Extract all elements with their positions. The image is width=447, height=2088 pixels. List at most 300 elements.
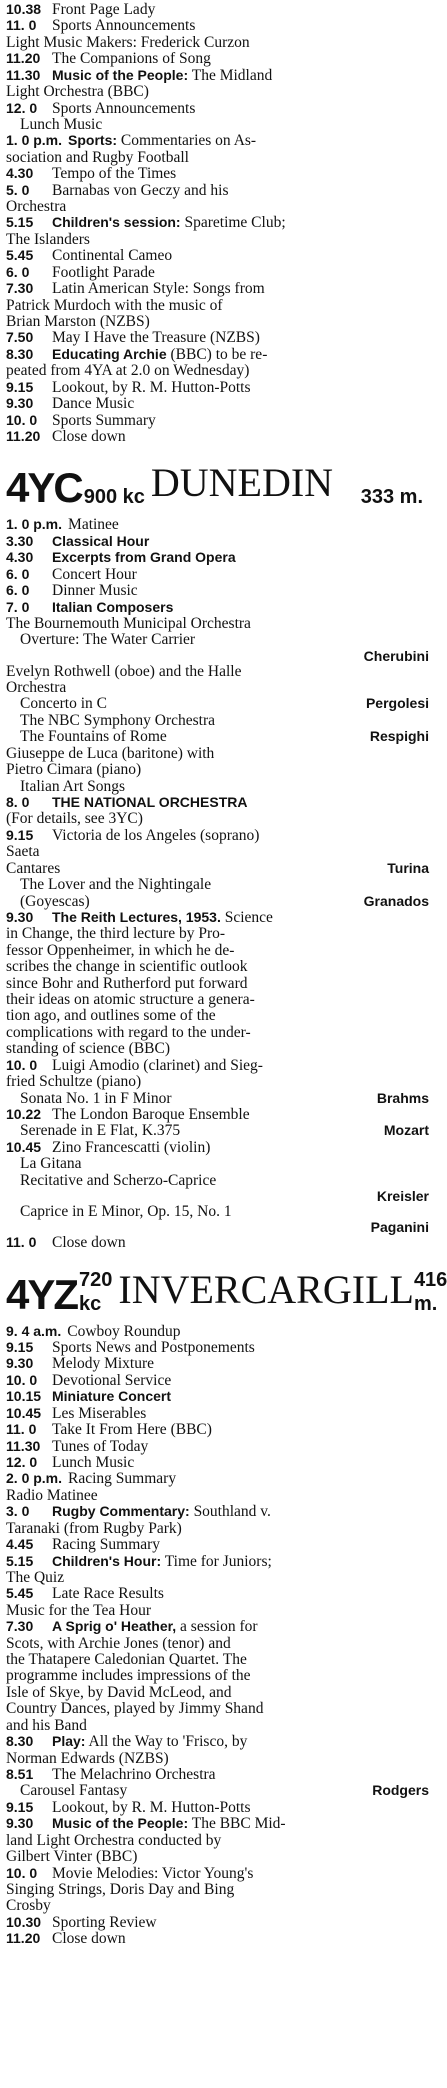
programme-time: 5. 0 xyxy=(6,181,30,198)
programme-text xyxy=(6,1521,433,1537)
programme-text xyxy=(6,861,387,877)
programme-entry-continuation xyxy=(6,1008,433,1024)
programme-highlight: Play: xyxy=(52,1733,86,1750)
programme-description: programme includes impressions of the xyxy=(6,1667,251,1685)
programme-description: Pietro Cimara (piano) xyxy=(6,761,142,779)
programme-description: Music for the Tea Hour xyxy=(6,1601,151,1619)
programme-entry xyxy=(6,183,433,199)
programme-entry xyxy=(6,347,433,363)
programme-entry-continuation xyxy=(6,1833,433,1849)
programme-text xyxy=(6,632,433,648)
programme-entry-continuation xyxy=(6,1521,433,1537)
programme-time: 9.15 xyxy=(6,1339,34,1356)
programme-description: The Bournemouth Municipal Orchestra xyxy=(6,614,251,632)
programme-time: 8.30 xyxy=(6,1733,34,1750)
programme-text xyxy=(52,1439,433,1455)
programme-description: Isle of Skye, by David McLeod, and xyxy=(6,1683,232,1701)
programme-text xyxy=(52,1340,433,1356)
programme-text xyxy=(52,68,433,84)
programme-description: The Fountains of Rome xyxy=(20,728,167,746)
programme-time: 7. 0 xyxy=(6,598,30,615)
programme-entry xyxy=(6,1586,433,1602)
programme-entry xyxy=(6,1340,433,1356)
programme-time: 7.30 xyxy=(6,280,34,297)
programme-text xyxy=(52,550,433,566)
programme-description: Lunch Music xyxy=(20,115,103,133)
programme-text xyxy=(6,992,433,1008)
programme-time: 1. 0 p.m. xyxy=(6,132,63,149)
programme-text xyxy=(6,1652,433,1668)
programme-entry xyxy=(6,1734,433,1750)
programme-text xyxy=(52,583,433,599)
programme-description: a session for xyxy=(180,1618,258,1636)
programme-time: 12. 0 xyxy=(6,99,38,116)
programme-description: Sports Announcements xyxy=(52,17,196,35)
programme-description: Sporting Review xyxy=(52,1913,157,1931)
programme-entry-continuation xyxy=(6,117,433,133)
programme-entry-continuation xyxy=(6,1173,433,1189)
programme-text xyxy=(52,166,433,182)
programme-text xyxy=(52,429,433,445)
programme-time: 6. 0 xyxy=(6,263,30,280)
programme-entry xyxy=(6,51,433,67)
programme-text xyxy=(52,1389,433,1405)
programme-entry-continuation xyxy=(6,894,433,910)
programme-entry xyxy=(6,281,433,297)
programme-text xyxy=(52,1504,433,1520)
station-schedule-invercargill xyxy=(6,1324,433,1948)
programme-text xyxy=(6,976,433,992)
programme-description: Southland v. xyxy=(193,1503,271,1521)
programme-text xyxy=(52,1767,433,1783)
programme-text xyxy=(6,729,370,745)
programme-entry-continuation xyxy=(6,762,433,778)
programme-text xyxy=(52,248,433,264)
programme-entry-continuation xyxy=(6,1718,433,1734)
programme-description: land Light Orchestra conducted by xyxy=(6,1831,222,1849)
programme-time: 4.45 xyxy=(6,1536,34,1553)
programme-description: fessor Oppenheimer, in which he de- xyxy=(6,941,235,959)
programme-description: Les Miserables xyxy=(52,1404,147,1422)
programme-description: Light Orchestra (BBC) xyxy=(6,83,149,101)
programme-entry-continuation xyxy=(6,811,433,827)
programme-description: The Lover and the Nightingale xyxy=(20,876,212,894)
programme-highlight: Miniature Concert xyxy=(52,1388,172,1405)
programme-time: 10.38 xyxy=(6,1,42,17)
programme-description: Evelyn Rothwell (oboe) and the Halle xyxy=(6,662,242,680)
programme-text xyxy=(6,314,433,330)
composer-credit: Paganini xyxy=(370,1219,429,1236)
programme-text xyxy=(52,215,433,231)
programme-description: Recitative and Scherzo-Caprice xyxy=(20,1171,217,1189)
composer-credit: Rodgers xyxy=(372,1782,429,1799)
programme-text xyxy=(6,199,433,215)
programme-description: peated from 4YA at 2.0 on Wednesday) xyxy=(6,362,250,380)
programme-text xyxy=(6,1488,433,1504)
programme-description: The Companions of Song xyxy=(52,50,211,68)
station-header-dunedin xyxy=(6,460,433,512)
programme-entry xyxy=(6,600,433,616)
programme-time: 11.30 xyxy=(6,66,41,83)
programme-entry-continuation xyxy=(6,298,433,314)
programme-time: 9.30 xyxy=(6,908,34,925)
programme-text xyxy=(6,1701,433,1717)
programme-text xyxy=(52,910,433,926)
programme-description: standing of science (BBC) xyxy=(6,1040,171,1058)
programme-highlight: The Reith Lectures, 1953. xyxy=(52,908,221,925)
programme-description: Sports News and Postponements xyxy=(52,1339,255,1357)
programme-entry-continuation xyxy=(6,1652,433,1668)
programme-description: Racing Summary xyxy=(52,1536,161,1554)
programme-entry-continuation xyxy=(6,1685,433,1701)
station-frequency: 900 kc xyxy=(83,486,145,509)
programme-entry xyxy=(6,795,433,811)
programme-description: Commentaries on As- xyxy=(120,132,257,150)
programme-entry xyxy=(6,265,433,281)
programme-time: 2. 0 p.m. xyxy=(6,1470,63,1487)
programme-entry-continuation xyxy=(6,1603,433,1619)
programme-text xyxy=(6,713,433,729)
programme-description: Light Music Makers: Frederick Curzon xyxy=(6,33,250,51)
programme-text xyxy=(52,18,433,34)
programme-entry-continuation xyxy=(6,363,433,379)
programme-text xyxy=(6,1091,377,1107)
programme-highlight: Music of the People: xyxy=(52,66,189,83)
programme-description: Scots, with Archie Jones (tenor) and xyxy=(6,1634,231,1652)
programme-text xyxy=(52,183,433,199)
programme-text xyxy=(52,347,433,363)
composer-credit: Kreisler xyxy=(376,1188,429,1205)
programme-description: Sports Announcements xyxy=(52,99,196,117)
programme-highlight: Children's Hour: xyxy=(52,1552,162,1569)
programme-description: Devotional Service xyxy=(52,1371,172,1389)
programme-time: 10. 0 xyxy=(6,1056,38,1073)
programme-text xyxy=(6,1636,433,1652)
programme-time: 4.30 xyxy=(6,165,34,182)
programme-time: 11.20 xyxy=(6,50,41,67)
programme-entry-continuation xyxy=(6,696,433,712)
programme-entry xyxy=(6,534,433,550)
programme-highlight: Classical Hour xyxy=(52,532,150,549)
programme-description: Take It From Here (BBC) xyxy=(52,1421,212,1439)
programme-entry xyxy=(6,248,433,264)
programme-text xyxy=(6,959,433,975)
programme-text xyxy=(6,779,433,795)
programme-entry-continuation xyxy=(6,680,433,696)
programme-text xyxy=(52,1734,433,1750)
programme-description: Footlight Parade xyxy=(52,263,155,281)
programme-description: Carousel Fantasy xyxy=(20,1782,128,1800)
programme-highlight: Rugby Commentary: xyxy=(52,1503,190,1520)
programme-description: Country Dances, played by Jimmy Shand xyxy=(6,1700,264,1718)
programme-entry xyxy=(6,1058,433,1074)
programme-text xyxy=(6,762,433,778)
programme-text xyxy=(52,281,433,297)
programme-description: Close down xyxy=(52,427,126,445)
programme-description: their ideas on atomic structure a genera- xyxy=(6,991,255,1009)
programme-entry-continuation xyxy=(6,1849,433,1865)
programme-description: Overture: The Water Carrier xyxy=(20,631,196,649)
programme-text xyxy=(52,567,433,583)
programme-entry xyxy=(6,1866,433,1882)
programme-description: sociation and Rugby Football xyxy=(6,148,189,166)
composer-credit: Pergolesi xyxy=(365,695,429,712)
programme-time: 5.45 xyxy=(6,247,34,264)
programme-description: Continental Cameo xyxy=(52,247,173,265)
programme-entry-continuation xyxy=(6,1751,433,1767)
programme-entry-continuation xyxy=(6,1488,433,1504)
programme-time: 11. 0 xyxy=(6,1234,37,1251)
programme-entry-continuation xyxy=(6,926,433,942)
programme-entry-continuation xyxy=(6,616,433,632)
programme-entry xyxy=(6,429,433,445)
programme-description: Movie Melodies: Victor Young's xyxy=(52,1864,254,1882)
programme-description: Sports Summary xyxy=(52,411,156,429)
programme-text xyxy=(68,133,433,149)
programme-description: Luigi Amodio (clarinet) and Sieg- xyxy=(52,1056,263,1074)
programme-description: Crosby xyxy=(6,1897,51,1915)
programme-entry-continuation xyxy=(6,959,433,975)
programme-description: Lookout, by R. M. Hutton-Potts xyxy=(52,378,251,396)
programme-text xyxy=(52,413,433,429)
programme-description: Lunch Music xyxy=(52,1453,135,1471)
programme-entry-continuation xyxy=(6,844,433,860)
programme-time: 9.15 xyxy=(6,1798,34,1815)
programme-highlight: Italian Composers xyxy=(52,598,174,615)
programme-description: May I Have the Treasure (NZBS) xyxy=(52,329,260,347)
programme-text xyxy=(52,380,433,396)
programme-entry-continuation xyxy=(6,1091,433,1107)
programme-description: Close down xyxy=(52,1930,126,1948)
programme-text xyxy=(6,1833,433,1849)
composer-credit: Granados xyxy=(363,892,429,909)
programme-time: 11. 0 xyxy=(6,17,37,34)
programme-text xyxy=(6,232,433,248)
programme-description: Barnabas von Geczy and his xyxy=(52,181,229,199)
programme-entry-continuation xyxy=(6,1882,433,1898)
programme-text xyxy=(6,1570,433,1586)
programme-entry-continuation xyxy=(6,84,433,100)
programme-text xyxy=(52,1406,433,1422)
programme-description: Italian Art Songs xyxy=(20,777,126,795)
programme-description: Orchestra xyxy=(6,679,67,697)
station-call-sign: 4YC xyxy=(6,464,82,512)
programme-time: 11.20 xyxy=(6,1930,41,1947)
programme-entry xyxy=(6,380,433,396)
programme-description: Victoria de los Angeles (soprano) xyxy=(52,826,260,844)
programme-entry xyxy=(6,18,433,34)
programme-text xyxy=(52,51,433,67)
programme-text xyxy=(68,1471,433,1487)
programme-text xyxy=(6,1025,433,1041)
programme-description: Singing Strings, Doris Day and Bing xyxy=(6,1880,235,1898)
station-wavelength: 333 m. xyxy=(360,486,423,509)
programme-description: The NBC Symphony Orchestra xyxy=(20,711,216,729)
programme-entry-continuation xyxy=(6,877,433,893)
programme-entry-continuation xyxy=(6,1156,433,1172)
programme-entry xyxy=(6,1816,433,1832)
programme-time: 8. 0 xyxy=(6,793,30,810)
programme-text xyxy=(52,1586,433,1602)
programme-description: and his Band xyxy=(6,1716,87,1734)
programme-text xyxy=(52,396,433,412)
programme-time: 1. 0 p.m. xyxy=(6,516,63,533)
station-city: DUNEDIN xyxy=(150,460,334,506)
programme-text xyxy=(52,534,433,550)
programme-entry-continuation xyxy=(6,314,433,330)
programme-entry-continuation xyxy=(6,729,433,745)
programme-text xyxy=(52,1619,433,1635)
programme-description: All the Way to 'Frisco, by xyxy=(88,1733,248,1751)
programme-entry xyxy=(6,1356,433,1372)
programme-text xyxy=(52,1356,433,1372)
programme-text xyxy=(52,1107,433,1123)
programme-entry xyxy=(6,1373,433,1389)
programme-text xyxy=(68,517,433,533)
programme-entry xyxy=(6,1931,433,1947)
programme-entry xyxy=(6,330,433,346)
station-frequency: 720 kc xyxy=(79,1268,113,1315)
programme-entry xyxy=(6,910,433,926)
programme-text xyxy=(6,1603,433,1619)
programme-description: The Quiz xyxy=(6,1568,65,1586)
programme-text xyxy=(52,1866,433,1882)
programme-text xyxy=(6,1751,433,1767)
programme-time: 8.30 xyxy=(6,345,34,362)
programme-entry xyxy=(6,1324,433,1340)
programme-time: 8.51 xyxy=(6,1765,34,1782)
programme-description: The Islanders xyxy=(6,230,90,248)
composer-credit: Brahms xyxy=(376,1089,429,1106)
programme-description: The Midland xyxy=(191,66,273,84)
programme-entry-continuation xyxy=(6,1123,433,1139)
programme-description: Serenade in E Flat, K.375 xyxy=(20,1122,181,1140)
programme-text xyxy=(6,616,433,632)
programme-text xyxy=(6,877,433,893)
programme-text xyxy=(52,101,433,117)
programme-time: 11.30 xyxy=(6,1437,41,1454)
programme-text xyxy=(52,828,433,844)
composer-credit: Cherubini xyxy=(363,647,429,664)
programme-time: 10.45 xyxy=(6,1404,42,1421)
programme-entry xyxy=(6,1767,433,1783)
programme-time: 6. 0 xyxy=(6,565,30,582)
programme-time: 9.15 xyxy=(6,826,34,843)
programme-highlight: Music of the People: xyxy=(52,1815,189,1832)
programme-text xyxy=(6,363,433,379)
programme-text xyxy=(52,600,433,616)
programme-description: The London Baroque Ensemble xyxy=(52,1105,250,1123)
programme-time: 10. 0 xyxy=(6,411,38,428)
programme-entry-continuation xyxy=(6,1701,433,1717)
programme-description: Time for Juniors; xyxy=(164,1552,272,1570)
programme-text xyxy=(6,1008,433,1024)
programme-entry xyxy=(6,68,433,84)
programme-description: Late Race Results xyxy=(52,1585,164,1603)
programme-text xyxy=(6,1173,433,1189)
programme-entry-continuation xyxy=(6,1204,433,1220)
programme-description: Orchestra xyxy=(6,198,67,216)
programme-description: (Goyescas) xyxy=(20,892,90,910)
programme-time: 9.30 xyxy=(6,1815,34,1832)
programme-entry xyxy=(6,1619,433,1635)
programme-entry xyxy=(6,1800,433,1816)
programme-entry xyxy=(6,1140,433,1156)
programme-description: Brian Marston (NZBS) xyxy=(6,313,150,331)
programme-time: 7.50 xyxy=(6,329,34,346)
programme-entry-continuation xyxy=(6,664,433,680)
programme-entry-continuation xyxy=(6,1025,433,1041)
programme-text xyxy=(52,1422,433,1438)
programme-time: 9.15 xyxy=(6,378,34,395)
programme-description: the Thatapere Caledonian Quartet. The xyxy=(6,1651,247,1669)
programme-description: Giuseppe de Luca (baritone) with xyxy=(6,744,215,762)
programme-entry xyxy=(6,166,433,182)
programme-text xyxy=(6,894,364,910)
programme-time: 9.30 xyxy=(6,1355,34,1372)
programme-entry xyxy=(6,517,433,533)
programme-description: fried Schultze (piano) xyxy=(6,1073,142,1091)
programme-description: Tempo of the Times xyxy=(52,165,177,183)
programme-entry-continuation xyxy=(6,1898,433,1914)
programme-text xyxy=(6,943,433,959)
programme-text xyxy=(6,1849,433,1865)
programme-description: Front Page Lady xyxy=(52,1,156,18)
programme-description: (BBC) to be re- xyxy=(170,345,268,363)
programme-text xyxy=(52,1915,433,1931)
programme-description: Concerto in C xyxy=(20,695,107,713)
programme-time: 9. 4 a.m. xyxy=(6,1322,62,1339)
programme-entry xyxy=(6,1471,433,1487)
programme-entry xyxy=(6,550,433,566)
programme-time: 7.30 xyxy=(6,1618,34,1635)
programme-time: 10.45 xyxy=(6,1138,42,1155)
programme-highlight: A Sprig o' Heather, xyxy=(52,1618,177,1635)
programme-text xyxy=(6,664,433,680)
programme-text xyxy=(6,1882,433,1898)
programme-text xyxy=(6,117,433,133)
programme-text xyxy=(6,696,366,712)
programme-description: Latin American Style: Songs from xyxy=(52,280,265,298)
programme-time: 9.30 xyxy=(6,395,34,412)
composer-credit: Respighi xyxy=(369,728,429,745)
station-schedule-dunedin xyxy=(6,517,433,1251)
programme-text xyxy=(6,811,433,827)
programme-text xyxy=(6,35,433,51)
programme-text xyxy=(6,1204,433,1220)
programme-text xyxy=(6,298,433,314)
programme-description: Matinee xyxy=(68,516,119,534)
programme-entry-continuation xyxy=(6,861,433,877)
programme-entry-continuation xyxy=(6,992,433,1008)
station-city: INVERCARGILL xyxy=(118,1266,414,1312)
programme-description: The Melachrino Orchestra xyxy=(52,1765,216,1783)
programme-description: Dance Music xyxy=(52,395,135,413)
programme-entry-continuation xyxy=(6,232,433,248)
programme-entry xyxy=(6,583,433,599)
programme-entry xyxy=(6,396,433,412)
programme-text xyxy=(52,1800,433,1816)
programme-highlight: Sports: xyxy=(68,132,118,149)
programme-entry xyxy=(6,1554,433,1570)
programme-entry-continuation xyxy=(6,632,433,648)
programme-time: 10. 0 xyxy=(6,1371,38,1388)
composer-credit: Mozart xyxy=(383,1122,429,1139)
programme-highlight: Excerpts from Grand Opera xyxy=(52,549,236,566)
programme-entry xyxy=(6,1537,433,1553)
station-call-sign: 4YZ xyxy=(6,1270,78,1318)
programme-time: 5.45 xyxy=(6,1585,34,1602)
